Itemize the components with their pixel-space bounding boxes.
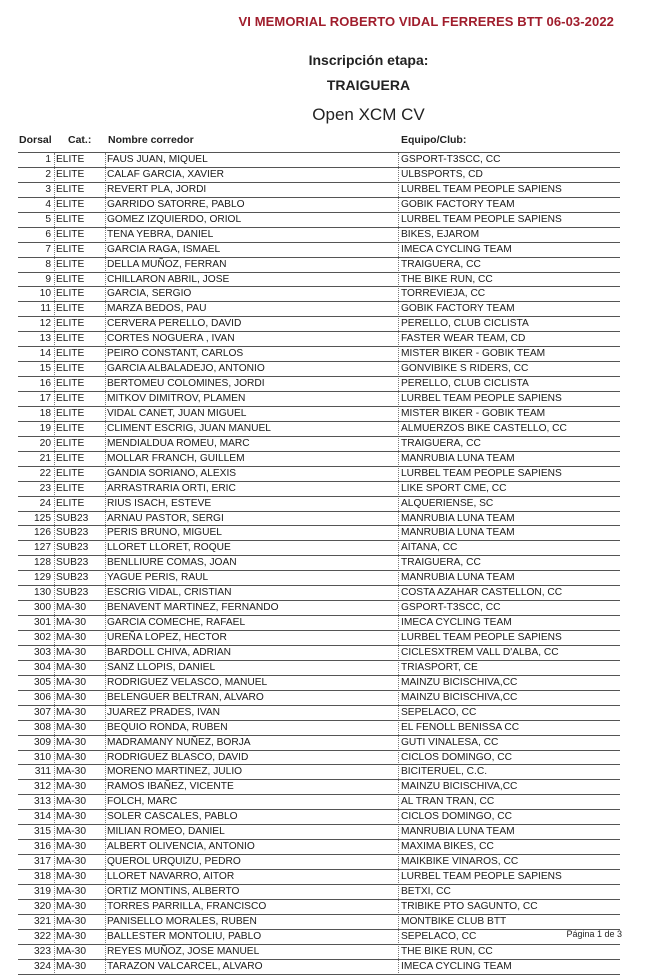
cell-dorsal: 308 (34, 721, 51, 733)
cell-team: COSTA AZAHAR CASTELLON, CC (401, 587, 563, 599)
cell-category: MA-30 (56, 841, 87, 853)
cell-name: LLORET LLORET, ROQUE (107, 542, 231, 554)
table-row (18, 840, 620, 855)
cell-team: TRIBIKE PTO SAGUNTO, CC (401, 900, 538, 912)
column-header-dorsal: Dorsal (19, 134, 52, 146)
cell-category: ELITE (56, 333, 85, 345)
cell-category: ELITE (56, 288, 85, 300)
cell-name: MORENO MARTINEZ, JULIO (107, 766, 243, 778)
table-row (18, 273, 620, 288)
cell-dorsal: 15 (39, 363, 51, 375)
cell-dorsal: 309 (34, 736, 51, 748)
cell-name: RODRIGUEZ BLASCO, DAVID (107, 751, 249, 763)
cell-name: BERTOMEU COLOMINES, JORDI (107, 378, 265, 390)
cell-name: PERIS BRUNO, MIGUEL (107, 527, 222, 539)
cell-team: PERELLO, CLUB CICLISTA (401, 318, 529, 330)
cell-category: MA-30 (56, 885, 87, 897)
cell-team: TORREVIEJA, CC (401, 288, 486, 300)
cell-dorsal: 316 (34, 841, 51, 853)
cell-category: ELITE (56, 213, 85, 225)
cell-team: ALMUERZOS BIKE CASTELLO, CC (401, 422, 567, 434)
table-row (18, 392, 620, 407)
cell-category: MA-30 (56, 930, 87, 942)
table-row (18, 646, 620, 661)
table-row (18, 332, 620, 347)
cell-category: MA-30 (56, 915, 87, 927)
cell-team: MAINZU BICISCHIVA,CC (401, 781, 518, 793)
cell-team: MISTER BIKER - GOBIK TEAM (401, 348, 546, 360)
cell-category: SUB23 (56, 542, 89, 554)
cell-dorsal: 305 (34, 676, 51, 688)
cell-team: ULBSPORTS, CD (401, 168, 483, 180)
table-row (18, 302, 620, 317)
cell-name: FAUS JUAN, MIQUEL (107, 154, 208, 165)
cell-name: MOLLAR FRANCH, GUILLEM (107, 452, 245, 464)
cell-dorsal: 6 (45, 228, 51, 240)
table-row (18, 377, 620, 392)
cell-name: UREÑA LOPEZ, HECTOR (107, 632, 227, 643)
cell-team: MANRUBIA LUNA TEAM (401, 527, 515, 539)
cell-team: GOBIK FACTORY TEAM (401, 303, 515, 315)
table-row (18, 183, 620, 198)
cell-dorsal: 14 (39, 348, 51, 360)
cell-category: MA-30 (56, 796, 87, 808)
cell-dorsal: 319 (34, 885, 51, 897)
table-row (18, 482, 620, 497)
cell-team: AL TRAN TRAN, CC (401, 796, 495, 808)
cell-name: BENAVENT MARTINEZ, FERNANDO (107, 602, 279, 614)
cell-dorsal: 128 (34, 557, 51, 569)
cell-dorsal: 313 (34, 796, 51, 808)
cell-team: BIKES, EJAROM (401, 228, 480, 240)
cell-dorsal: 317 (34, 856, 51, 868)
table-row (18, 347, 620, 362)
cell-team: SEPELACO, CC (401, 930, 477, 942)
cell-name: GOMEZ IZQUIERDO, ORIOL (107, 213, 242, 225)
cell-category: MA-30 (56, 676, 87, 688)
cell-name: GARCIA ALBALADEJO, ANTONIO (107, 363, 265, 375)
cell-name: RODRIGUEZ VELASCO, MANUEL (107, 676, 268, 688)
cell-dorsal: 7 (45, 243, 51, 255)
cell-team: MAINZU BICISCHIVA,CC (401, 691, 518, 703)
table-row (18, 780, 620, 795)
cell-name: BEQUIO RONDA, RUBEN (107, 721, 228, 733)
table-row (18, 810, 620, 825)
table-row (18, 317, 620, 332)
cell-category: ELITE (56, 243, 85, 255)
cell-dorsal: 4 (45, 198, 51, 210)
cell-category: ELITE (56, 348, 85, 360)
cell-dorsal: 311 (34, 766, 51, 778)
table-row (18, 721, 620, 736)
cell-name: PEIRO CONSTANT, CARLOS (107, 348, 244, 360)
table-row (18, 885, 620, 900)
column-header-category: Cat.: (68, 134, 92, 146)
cell-category: ELITE (56, 482, 85, 494)
cell-team: MISTER BIKER - GOBIK TEAM (401, 407, 546, 419)
cell-team: LURBEL TEAM PEOPLE SAPIENS (401, 871, 562, 882)
cell-dorsal: 8 (45, 258, 51, 270)
cell-category: SUB23 (56, 587, 89, 599)
cell-category: SUB23 (56, 512, 89, 524)
cell-dorsal: 9 (45, 273, 51, 285)
cell-category: ELITE (56, 258, 85, 270)
cell-team: THE BIKE RUN, CC (401, 945, 493, 957)
cell-dorsal: 303 (34, 646, 51, 658)
page-number: Página 1 de 3 (566, 929, 622, 939)
cell-category: MA-30 (56, 632, 87, 643)
cell-category: MA-30 (56, 871, 87, 882)
cell-dorsal: 20 (39, 437, 51, 449)
cell-category: ELITE (56, 154, 85, 165)
table-row (18, 691, 620, 706)
cell-name: CLIMENT ESCRIG, JUAN MANUEL (107, 422, 271, 434)
cell-team: GSPORT-T3SCC, CC (401, 154, 501, 165)
table-row (18, 661, 620, 676)
cell-name: CORTES NOGUERA , IVAN (107, 333, 235, 345)
cell-dorsal: 11 (40, 303, 51, 315)
cell-team: MAINZU BICISCHIVA,CC (401, 676, 518, 688)
cell-category: MA-30 (56, 691, 87, 703)
cell-team: SEPELACO, CC (401, 706, 477, 718)
cell-category: ELITE (56, 183, 85, 195)
cell-category: ELITE (56, 303, 85, 315)
cell-team: IMECA CYCLING TEAM (401, 960, 512, 972)
cell-team: THE BIKE RUN, CC (401, 273, 493, 285)
cell-team: LURBEL TEAM PEOPLE SAPIENS (401, 393, 562, 404)
table-row (18, 287, 620, 302)
cell-category: SUB23 (56, 572, 89, 584)
cell-category: MA-30 (56, 736, 87, 748)
cell-name: GANDIA SORIANO, ALEXIS (107, 467, 237, 479)
cell-name: BALLESTER MONTOLIU, PABLO (107, 930, 262, 942)
cell-dorsal: 1 (45, 154, 51, 165)
category-label: Open XCM CV (312, 105, 425, 124)
cell-category: ELITE (56, 318, 85, 330)
cell-name: ALBERT OLIVENCIA, ANTONIO (107, 841, 255, 853)
cell-dorsal: 13 (39, 333, 51, 345)
cell-dorsal: 22 (39, 467, 51, 479)
cell-team: TRAIGUERA, CC (401, 437, 481, 449)
cell-team: LURBEL TEAM PEOPLE SAPIENS (401, 632, 562, 643)
cell-team: GOBIK FACTORY TEAM (401, 198, 515, 210)
cell-dorsal: 18 (39, 407, 51, 419)
cell-category: ELITE (56, 467, 85, 479)
cell-category: ELITE (56, 452, 85, 464)
cell-name: RIUS ISACH, ESTEVE (107, 497, 212, 509)
cell-dorsal: 324 (34, 960, 51, 972)
table-row (18, 706, 620, 721)
cell-team: TRIASPORT, CE (401, 661, 478, 673)
cell-category: ELITE (56, 363, 85, 375)
cell-name: GARCIA, SERGIO (107, 288, 192, 300)
cell-dorsal: 10 (39, 288, 51, 300)
cell-dorsal: 312 (34, 781, 51, 793)
table-row (18, 900, 620, 915)
cell-dorsal: 3 (45, 183, 51, 195)
cell-team: LURBEL TEAM PEOPLE SAPIENS (401, 183, 562, 195)
cell-team: CICLOS DOMINGO, CC (401, 751, 512, 763)
cell-dorsal: 315 (34, 826, 51, 838)
cell-team: AITANA, CC (401, 542, 458, 554)
column-header-name: Nombre corredor (108, 134, 194, 146)
table-row (18, 168, 620, 183)
cell-dorsal: 306 (34, 691, 51, 703)
table-row (18, 855, 620, 870)
table-row (18, 243, 620, 258)
cell-name: LLORET NAVARRO, AITOR (107, 871, 235, 882)
table-row (18, 258, 620, 273)
cell-name: MARZA BEDOS, PAU (107, 303, 207, 315)
table-row (18, 556, 620, 571)
cell-dorsal: 21 (39, 452, 51, 464)
cell-team: MANRUBIA LUNA TEAM (401, 452, 515, 464)
cell-name: RAMOS IBAÑEZ, VICENTE (107, 781, 234, 793)
cell-category: MA-30 (56, 721, 87, 733)
cell-name: SANZ LLOPIS, DANIEL (107, 661, 216, 673)
cell-dorsal: 126 (34, 527, 51, 539)
cell-name: ARNAU PASTOR, SERGI (107, 512, 224, 524)
cell-team: CICLESXTREM VALL D'ALBA, CC (401, 646, 559, 658)
table-header (0, 133, 620, 149)
cell-name: BELENGUER BELTRAN, ALVARO (107, 691, 264, 703)
cell-team: TRAIGUERA, CC (401, 258, 481, 270)
cell-dorsal: 323 (34, 945, 51, 957)
table-row (18, 586, 620, 601)
table-row (18, 795, 620, 810)
subtitle-label: Inscripción etapa: (308, 52, 429, 68)
cell-dorsal: 17 (39, 393, 51, 404)
cell-dorsal: 2 (45, 168, 51, 180)
table-row (18, 631, 620, 646)
cell-category: MA-30 (56, 617, 87, 629)
cell-team: GONVIBIKE S RIDERS, CC (401, 363, 529, 375)
cell-name: QUEROL URQUIZU, PEDRO (107, 856, 241, 868)
cell-name: FOLCH, MARC (107, 796, 178, 808)
cell-category: MA-30 (56, 945, 87, 957)
table-row (18, 616, 620, 631)
cell-dorsal: 321 (34, 915, 51, 927)
cell-name: VIDAL CANET, JUAN MIGUEL (107, 407, 247, 419)
cell-dorsal: 130 (34, 587, 51, 599)
cell-name: MENDIALDUA ROMEU, MARC (107, 437, 250, 449)
table-row (18, 153, 620, 168)
table-row (18, 362, 620, 377)
cell-name: BENLLIURE COMAS, JOAN (107, 557, 237, 569)
cell-dorsal: 23 (39, 482, 51, 494)
cell-dorsal: 322 (34, 930, 51, 942)
cell-dorsal: 12 (39, 318, 51, 330)
cell-team: BETXI, CC (401, 885, 451, 897)
cell-team: EL FENOLL BENISSA CC (401, 721, 520, 733)
cell-team: PERELLO, CLUB CICLISTA (401, 378, 529, 390)
table-row (18, 915, 620, 930)
table-row (18, 452, 620, 467)
table-row (18, 213, 620, 228)
cell-category: MA-30 (56, 811, 87, 823)
cell-name: CALAF GARCIA, XAVIER (107, 168, 224, 180)
cell-name: YAGUE PERIS, RAUL (107, 572, 209, 584)
cell-name: PANISELLO MORALES, RUBEN (107, 915, 257, 927)
cell-team: MANRUBIA LUNA TEAM (401, 826, 515, 838)
cell-name: ARRASTRARIA ORTI, ERIC (107, 482, 236, 494)
cell-category: MA-30 (56, 751, 87, 763)
cell-team: FASTER WEAR TEAM, CD (401, 333, 526, 345)
cell-team: LURBEL TEAM PEOPLE SAPIENS (401, 213, 562, 225)
cell-team: MAIKBIKE VINAROS, CC (401, 856, 519, 868)
table-row (18, 870, 620, 885)
cell-category: SUB23 (56, 527, 89, 539)
cell-dorsal: 307 (34, 706, 51, 718)
cell-dorsal: 125 (34, 512, 51, 524)
cell-category: MA-30 (56, 706, 87, 718)
cell-dorsal: 129 (34, 572, 51, 584)
cell-team: ALQUERIENSE, SC (401, 497, 494, 509)
table-row (18, 407, 620, 422)
cell-name: MITKOV DIMITROV, PLAMEN (107, 393, 246, 404)
cell-team: IMECA CYCLING TEAM (401, 617, 512, 629)
cell-category: ELITE (56, 168, 85, 180)
table-row (18, 601, 620, 616)
table-row (18, 825, 620, 840)
table-row (18, 751, 620, 766)
cell-team: BICITERUEL, C.C. (401, 766, 488, 778)
cell-category: MA-30 (56, 661, 87, 673)
table-row (18, 945, 620, 960)
cell-team: CICLOS DOMINGO, CC (401, 811, 512, 823)
cell-category: ELITE (56, 407, 85, 419)
cell-category: MA-30 (56, 646, 87, 658)
stage-name: TRAIGUERA (326, 77, 411, 93)
cell-category: MA-30 (56, 826, 87, 838)
table-row (18, 437, 620, 452)
cell-dorsal: 127 (34, 542, 51, 554)
cell-category: ELITE (56, 273, 85, 285)
cell-team: IMECA CYCLING TEAM (401, 243, 512, 255)
cell-name: CHILLARON ABRIL, JOSE (107, 273, 230, 285)
cell-category: ELITE (56, 378, 85, 390)
table-row (18, 422, 620, 437)
cell-team: TRAIGUERA, CC (401, 557, 481, 569)
cell-name: ORTIZ MONTINS, ALBERTO (107, 885, 240, 897)
cell-name: GARCIA RAGA, ISMAEL (107, 243, 221, 255)
table-row (18, 736, 620, 751)
table-row (18, 526, 620, 541)
table-row (18, 228, 620, 243)
cell-category: MA-30 (56, 960, 87, 972)
cell-name: JUAREZ PRADES, IVAN (107, 706, 221, 718)
cell-dorsal: 314 (34, 811, 51, 823)
cell-category: MA-30 (56, 781, 87, 793)
cell-category: MA-30 (56, 900, 87, 912)
event-title: VI MEMORIAL ROBERTO VIDAL FERRERES BTT 06-03-2022 (238, 14, 614, 29)
cell-name: ESCRIG VIDAL, CRISTIAN (107, 587, 232, 599)
cell-dorsal: 318 (34, 871, 51, 882)
cell-name: GARRIDO SATORRE, PABLO (107, 198, 245, 210)
cell-dorsal: 304 (34, 661, 51, 673)
cell-team: MAXIMA BIKES, CC (401, 841, 494, 853)
cell-name: TARAZON VALCARCEL, ALVARO (107, 960, 263, 972)
column-header-team: Equipo/Club: (401, 134, 467, 146)
table-row (18, 930, 620, 945)
cell-name: MADRAMANY NUÑEZ, BORJA (107, 736, 251, 748)
cell-dorsal: 310 (34, 751, 51, 763)
cell-category: ELITE (56, 228, 85, 240)
table-row (18, 541, 620, 556)
cell-category: ELITE (56, 497, 85, 509)
cell-category: MA-30 (56, 766, 87, 778)
cell-category: ELITE (56, 437, 85, 449)
cell-team: MANRUBIA LUNA TEAM (401, 512, 515, 524)
cell-dorsal: 320 (34, 900, 51, 912)
cell-name: BARDOLL CHIVA, ADRIAN (107, 646, 231, 658)
cell-dorsal: 301 (34, 617, 51, 629)
cell-name: MILIAN ROMEO, DANIEL (107, 826, 225, 838)
table-row (18, 765, 620, 780)
cell-name: SOLER CASCALES, PABLO (107, 811, 238, 823)
table-row (18, 497, 620, 512)
cell-name: TORRES PARRILLA, FRANCISCO (107, 900, 267, 912)
cell-team: MONTBIKE CLUB BTT (401, 915, 507, 927)
cell-name: CERVERA PERELLO, DAVID (107, 318, 242, 330)
cell-name: TENA YEBRA, DANIEL (107, 228, 214, 240)
cell-team: LIKE SPORT CME, CC (401, 482, 507, 494)
cell-team: MANRUBIA LUNA TEAM (401, 572, 515, 584)
cell-category: ELITE (56, 198, 85, 210)
registration-table (18, 152, 620, 975)
cell-category: ELITE (56, 422, 85, 434)
cell-name: REVERT PLA, JORDI (107, 183, 207, 195)
cell-dorsal: 5 (45, 213, 51, 225)
table-row (18, 198, 620, 213)
cell-team: LURBEL TEAM PEOPLE SAPIENS (401, 467, 562, 479)
table-row (18, 467, 620, 482)
cell-dorsal: 16 (39, 378, 51, 390)
cell-dorsal: 300 (34, 602, 51, 614)
table-row (18, 676, 620, 691)
cell-dorsal: 19 (39, 422, 51, 434)
cell-category: SUB23 (56, 557, 89, 569)
table-row (18, 960, 620, 975)
cell-category: ELITE (56, 393, 85, 404)
cell-team: GSPORT-T3SCC, CC (401, 602, 501, 614)
table-row (18, 571, 620, 586)
cell-name: DELLA MUÑOZ, FERRAN (107, 258, 227, 270)
cell-dorsal: 24 (39, 497, 51, 509)
cell-name: REYES MUÑOZ, JOSE MANUEL (107, 945, 260, 957)
table-row (18, 512, 620, 527)
cell-name: GARCIA COMECHE, RAFAEL (107, 617, 246, 629)
cell-dorsal: 302 (34, 632, 51, 643)
cell-team: GUTI VINALESA, CC (401, 736, 499, 748)
cell-category: MA-30 (56, 856, 87, 868)
cell-category: MA-30 (56, 602, 87, 614)
